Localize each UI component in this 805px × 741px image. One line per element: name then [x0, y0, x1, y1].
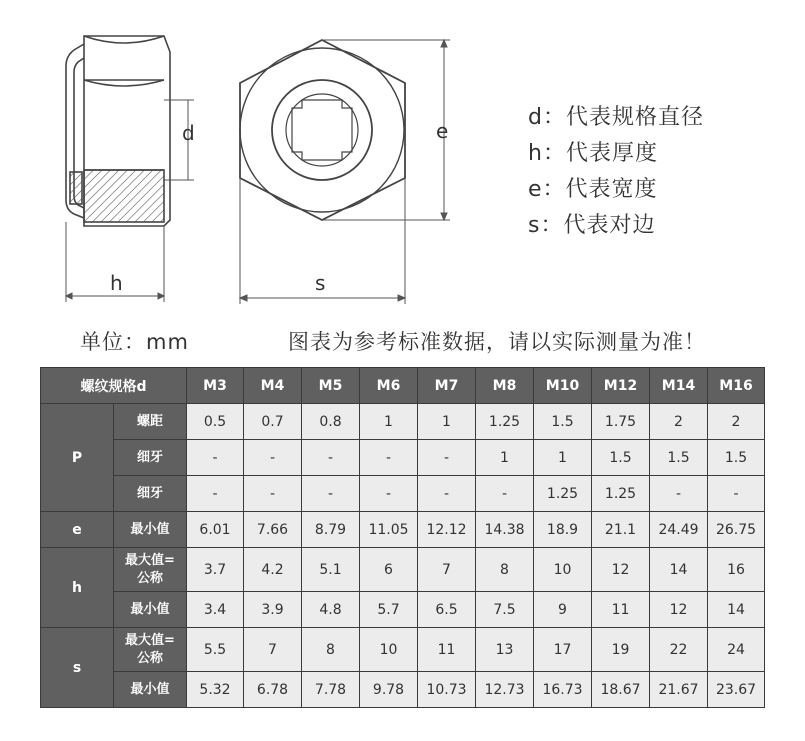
table-cell: -	[650, 476, 708, 512]
table-cell: -	[302, 476, 360, 512]
table-cell: 16	[708, 548, 765, 592]
table-cell: 7	[244, 628, 302, 672]
table-row	[41, 512, 765, 548]
unit-note: 单位：mm	[80, 330, 189, 354]
table-cell: 1.25	[592, 476, 650, 512]
table-cell: 1	[534, 440, 592, 476]
table-cell: 5.7	[360, 592, 418, 628]
row-label: 螺距	[114, 404, 187, 440]
table-cell: 4.2	[244, 548, 302, 592]
table-cell: 4.8	[302, 592, 360, 628]
table-cell: 5.1	[302, 548, 360, 592]
table-row	[41, 404, 765, 440]
table-cell: 22	[650, 628, 708, 672]
corner-header: 螺纹规格d	[41, 368, 187, 404]
table-cell: 1.5	[708, 440, 765, 476]
table-header-row	[41, 368, 765, 404]
table-cell: 6.78	[244, 672, 302, 708]
table-cell: 3.7	[187, 548, 244, 592]
table-cell: 19	[592, 628, 650, 672]
table-cell: 14.38	[476, 512, 534, 548]
legend-h: h：代表厚度	[528, 141, 658, 166]
table-cell: -	[187, 476, 244, 512]
table-cell: 18.67	[592, 672, 650, 708]
table-cell: 17	[534, 628, 592, 672]
table-cell: -	[476, 476, 534, 512]
label-d: d	[182, 121, 195, 145]
table-cell: -	[244, 440, 302, 476]
table-cell: 14	[708, 592, 765, 628]
table-cell: 21.67	[650, 672, 708, 708]
table-cell: 21.1	[592, 512, 650, 548]
table-cell: 18.9	[534, 512, 592, 548]
table-cell: 10	[360, 628, 418, 672]
table-cell: 0.5	[187, 404, 244, 440]
table-cell: 7.66	[244, 512, 302, 548]
table-cell: 12	[650, 592, 708, 628]
table-cell: 11.05	[360, 512, 418, 548]
table-row	[41, 548, 765, 592]
table-cell: 7.78	[302, 672, 360, 708]
row-label: 最小值	[114, 592, 187, 628]
table-cell: -	[360, 440, 418, 476]
table-cell: 6.01	[187, 512, 244, 548]
table-cell: -	[418, 476, 476, 512]
group-label: s	[41, 628, 114, 708]
table-cell: 2	[708, 404, 765, 440]
table-cell: 14	[650, 548, 708, 592]
table-cell: 2	[650, 404, 708, 440]
group-label: e	[41, 512, 114, 548]
size-header: M10	[534, 368, 592, 404]
table-cell: 1	[360, 404, 418, 440]
table-cell: 6.5	[418, 592, 476, 628]
table-cell: 11	[592, 592, 650, 628]
table-cell: 16.73	[534, 672, 592, 708]
table-cell: 12	[592, 548, 650, 592]
table-cell: 23.67	[708, 672, 765, 708]
group-label: h	[41, 548, 114, 628]
group-label: P	[41, 404, 114, 512]
table-cell: 7.5	[476, 592, 534, 628]
table-cell: 10.73	[418, 672, 476, 708]
spec-table	[40, 367, 765, 708]
size-header: M8	[476, 368, 534, 404]
legend-e: e：代表宽度	[528, 177, 658, 202]
table-cell: 9.78	[360, 672, 418, 708]
table-cell: 12.12	[418, 512, 476, 548]
table-cell: 7	[418, 548, 476, 592]
table-cell: 3.4	[187, 592, 244, 628]
table-cell: 1.5	[592, 440, 650, 476]
table-cell: 1.75	[592, 404, 650, 440]
row-label: 细牙	[114, 440, 187, 476]
table-cell: -	[244, 476, 302, 512]
size-header: M7	[418, 368, 476, 404]
table-cell: -	[302, 440, 360, 476]
table-cell: 1.25	[476, 404, 534, 440]
dimension-e	[322, 40, 450, 220]
table-cell: 13	[476, 628, 534, 672]
table-row	[41, 592, 765, 628]
table-cell: -	[708, 476, 765, 512]
table-cell: 1.5	[534, 404, 592, 440]
table-cell: 5.5	[187, 628, 244, 672]
nut-side-view	[66, 36, 170, 226]
label-e: e	[436, 119, 449, 143]
size-header: M5	[302, 368, 360, 404]
row-label: 最小值	[114, 512, 187, 548]
table-row	[41, 672, 765, 708]
table-cell: 0.7	[244, 404, 302, 440]
label-h: h	[110, 271, 123, 295]
table-cell: -	[418, 440, 476, 476]
table-cell: -	[187, 440, 244, 476]
table-cell: 1	[476, 440, 534, 476]
table-cell: 8	[302, 628, 360, 672]
size-header: M6	[360, 368, 418, 404]
table-cell: 9	[534, 592, 592, 628]
table-cell: 0.8	[302, 404, 360, 440]
label-s: s	[315, 271, 326, 295]
spec-table-body	[41, 404, 765, 708]
row-label: 最小值	[114, 672, 187, 708]
table-cell: 5.32	[187, 672, 244, 708]
row-label: 最大值= 公称	[114, 628, 187, 672]
size-header: M4	[244, 368, 302, 404]
table-cell: 12.73	[476, 672, 534, 708]
table-cell: 1.5	[650, 440, 708, 476]
nut-front-view	[240, 40, 405, 220]
table-cell: 8	[476, 548, 534, 592]
table-cell: 11	[418, 628, 476, 672]
size-header: M14	[650, 368, 708, 404]
table-row	[41, 628, 765, 672]
table-row	[41, 440, 765, 476]
size-header: M16	[708, 368, 765, 404]
row-label: 最大值= 公称	[114, 548, 187, 592]
table-cell: 1	[418, 404, 476, 440]
table-row	[41, 476, 765, 512]
table-cell: 1.25	[534, 476, 592, 512]
legend-s: s：代表对边	[528, 213, 656, 238]
table-cell: 10	[534, 548, 592, 592]
table-cell: 8.79	[302, 512, 360, 548]
size-header: M12	[592, 368, 650, 404]
table-cell: 26.75	[708, 512, 765, 548]
table-cell: 24	[708, 628, 765, 672]
table-cell: -	[360, 476, 418, 512]
dimension-legend	[528, 100, 704, 244]
size-header: M3	[187, 368, 244, 404]
table-cell: 3.9	[244, 592, 302, 628]
legend-d: d：代表规格直径	[528, 105, 704, 130]
table-cell: 6	[360, 548, 418, 592]
row-label: 细牙	[114, 476, 187, 512]
reference-note: 图表为参考标准数据，请以实际测量为准！	[288, 330, 706, 354]
table-cell: 24.49	[650, 512, 708, 548]
